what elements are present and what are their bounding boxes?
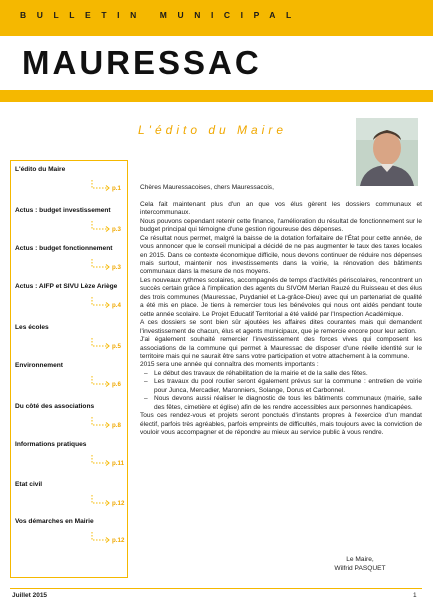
signature-name: Wilfrid PASQUET (334, 564, 386, 572)
bulletin-label: BULLETIN MUNICIPAL (20, 10, 302, 20)
toc-item-label: Informations pratiques (15, 441, 87, 448)
mayor-photo (356, 118, 418, 186)
toc-item[interactable] (15, 481, 127, 507)
toc-item[interactable] (15, 283, 127, 309)
toc-item-label: Vos démarches en Mairie (15, 518, 94, 525)
mayor-portrait-image (356, 118, 418, 186)
toc-item-label: L'édito du Maire (15, 166, 66, 173)
paragraph: 2015 sera une année qui connaîtra des moments importants : (140, 361, 319, 369)
dotted-arrow-icon (91, 219, 111, 233)
signature-role: Le Maire, (346, 556, 374, 563)
dotted-arrow-icon (91, 336, 111, 350)
dotted-arrow-icon (91, 493, 111, 507)
bullet-item: – Nous devons aussi réaliser le diagnostic de tous les bâtiments communaux (mairie, salle des fêtes, cimetière et église) afin de les rendre accessibles aux personnes handicapées. (140, 395, 422, 412)
toc-item-label: Etat civil (15, 481, 43, 488)
toc-item-label: Du côté des associations (15, 403, 95, 410)
bullet-item: – Le début des travaux de réhabilitation de la mairie et de la salle des fêtes. (140, 370, 422, 378)
toc-item-label: Environnement (15, 362, 63, 369)
paragraph: Les nouveaux rythmes scolaires, accompagnés de temps d'activités périscolaires, rencontrent un succès certain grâce à l'implication des agents du SIVOM Merlan Rauzé du Ruisseau et des élus des trois communes (Mauressac, Puydaniel et La-grâce-Dieu) avec qui un partenariat de qualité a été mis en place. Je tiens à remercier tous les bénévoles qui nous ont aidés pendant toute cette année scolaire. Le Projet Educatif Territorial a été validé par l'Inspection Académique. (140, 276, 422, 318)
dotted-arrow-icon (91, 295, 111, 309)
footer-date: Juillet 2015 (12, 592, 48, 599)
dotted-arrow-icon (91, 374, 111, 388)
edito-body (140, 184, 422, 438)
paragraph: Ce résultat nous permet, malgré la baisse de la dotation forfaitaire de l'État pour cette année, de vous annoncer que le conseil municipal a décidé de ne pas augmenter le taux des taxes locales en 2015. Dans ce contexte économique difficile, nous devons continuer de réduire nos dépenses mais surtout, maintenir nos investissements dans la voirie, la rénovation des bâtiments communaux dans la mesure de nos moyens. (140, 234, 422, 276)
toc-item-label: Actus : AIFP et SIVU Lèze Ariège (15, 283, 118, 290)
toc-item-page: p.8 (112, 422, 121, 429)
paragraph: A ces dossiers se sont bien sûr ajoutées les affaires dites courantes mais qui demandent l'investissement de chacun, élus et agents municipaux, que je remercie encore pour leur action. (140, 319, 422, 335)
paragraph: Cela fait maintenant plus d'un an que vos élus gèrent les dossiers communaux et intercommunaux. (140, 200, 422, 217)
toc-item[interactable] (15, 166, 127, 192)
toc-item-page: p.12 (112, 537, 125, 544)
footer-divider (10, 588, 422, 589)
toc-item-label: Les écoles (15, 324, 49, 331)
dotted-arrow-icon (91, 415, 111, 429)
toc-item-page: p.12 (112, 500, 125, 507)
edito-title: L'édito du Maire (138, 123, 288, 137)
toc-item[interactable] (15, 362, 127, 388)
toc-item[interactable] (15, 441, 127, 467)
toc-item-page: p.5 (112, 343, 121, 350)
toc-item[interactable] (15, 207, 127, 233)
bullet-item: – Les travaux du pool routier seront également prévus sur la commune : entretien de voirie pour Junca, Mercadier, Maronniers, Solange, Dorus et Carbonnel. (140, 378, 422, 395)
toc-item-page: p.3 (112, 264, 121, 271)
toc-item-page: p.6 (112, 381, 121, 388)
toc-item-label: Actus : budget investissement (15, 207, 111, 214)
toc-item-label: Actus : budget fonctionnement (15, 245, 113, 252)
toc-item-page: p.4 (112, 302, 121, 309)
dotted-arrow-icon (91, 530, 111, 544)
bullet-list (140, 370, 422, 412)
greeting: Chères Mauressacoises, chers Mauressacois, (140, 184, 274, 191)
toc-item-page: p.11 (112, 460, 125, 467)
paragraph: J'ai également souhaité remercier l'investissement des forces vives qui composent les associations de la commune qui permet à Mauressac de disposer d'une réelle identité sur le territoire mais qui ne saurait être sans votre participation et votre attachement à la commune. (140, 336, 422, 360)
table-of-contents (10, 160, 128, 578)
footer-page-number: 1 (413, 592, 417, 599)
dotted-arrow-icon (91, 178, 111, 192)
toc-item-page: p.1 (112, 185, 121, 192)
toc-item-page: p.3 (112, 226, 121, 233)
toc-item[interactable] (15, 324, 127, 350)
closing-paragraph: Tous ces rendez-vous et projets seront ponctués d'instants propres à l'exercice d'un mandat électif, parfois très agréables, parfois empreints de difficultés, mais toujours avec la conviction de vouloir vous accompagner et de répondre au mieux au service public à vous rendre. (140, 412, 422, 437)
signature-block (300, 556, 420, 573)
town-name: MAURESSAC (22, 44, 262, 81)
dotted-arrow-icon (91, 257, 111, 271)
paragraph: Nous pouvons cependant retenir cette finance, l'amélioration du résultat de fonctionnement sur le budget principal qui témoigne d'une gestion rigoureuse des dépenses. (140, 217, 422, 234)
toc-item[interactable] (15, 403, 127, 429)
toc-item[interactable] (15, 245, 127, 271)
toc-item[interactable] (15, 518, 127, 544)
dotted-arrow-icon (91, 453, 111, 467)
